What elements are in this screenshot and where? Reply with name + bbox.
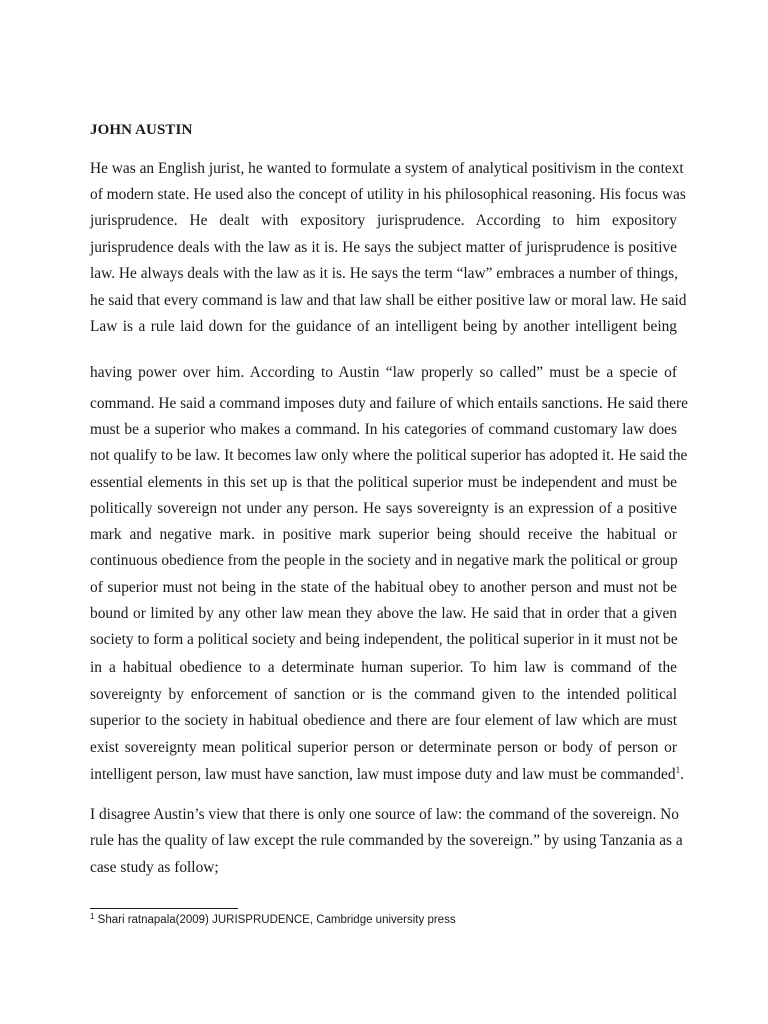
text-line: command. He said a command imposes duty and failure of which entails sanctions. He said there (90, 395, 688, 412)
text-line: rule has the quality of law except the rule commanded by the sovereign.” by using Tanzania as a (90, 832, 683, 849)
text-line: I disagree Austin’s view that there is only one source of law: the command of the sovereign. No (90, 806, 679, 823)
text-line: of modern state. He used also the concept of utility in his philosophical reasoning. His focus was (90, 186, 686, 203)
footnote (90, 914, 456, 926)
text-line: politically sovereign not under any person. He says sovereignty is an expression of a positive (90, 500, 677, 517)
footnote-marker: 1 (90, 912, 95, 921)
text-line: case study as follow; (90, 859, 219, 876)
text-line: essential elements in this set up is that the political superior must be independent and must be (90, 474, 677, 491)
text-line: not qualify to be law. It becomes law only where the political superior has adopted it. He said the (90, 447, 688, 464)
text-line-content: intelligent person, law must have sanction, law must impose duty and law must be commanded (90, 766, 676, 783)
text-line (90, 765, 684, 784)
text-line: he said that every command is law and that law shall be either positive law or moral law. He said (90, 292, 687, 309)
text-line: must be a superior who makes a command. In his categories of command customary law does (90, 421, 677, 438)
text-line: mark and negative mark. in positive mark superior being should receive the habitual or (90, 526, 677, 543)
text-line: exist sovereignty mean political superior person or determinate person or body of person or (90, 739, 677, 756)
footnote-reference[interactable]: 1 (675, 765, 681, 775)
text-line: of superior must not being in the state of the habitual obey to another person and must not be (90, 579, 677, 596)
text-line: He was an English jurist, he wanted to formulate a system of analytical positivism in the context (90, 160, 684, 177)
text-line: having power over him. According to Austin “law properly so called” must be a specie of (90, 364, 677, 381)
text-line: continuous obedience from the people in the society and in negative mark the political or group (90, 552, 678, 569)
section-heading: JOHN AUSTIN (90, 122, 193, 138)
footnote-text: Shari ratnapala(2009) JURISPRUDENCE, Cambridge university press (94, 914, 456, 926)
text-line: society to form a political society and being independent, the political superior in it must not be (90, 631, 678, 648)
text-line: law. He always deals with the law as it is. He says the term “law” embraces a number of things, (90, 265, 678, 282)
text-line: Law is a rule laid down for the guidance of an intelligent being by another intelligent being (90, 318, 677, 335)
text-line: in a habitual obedience to a determinate human superior. To him law is command of the (90, 659, 677, 676)
text-line: jurisprudence deals with the law as it is. He says the subject matter of jurisprudence is positive (90, 239, 677, 256)
text-line: sovereignty by enforcement of sanction or is the command given to the intended political (90, 686, 677, 703)
footnote-separator (90, 908, 238, 909)
text-line: jurisprudence. He dealt with expository jurisprudence. According to him expository (90, 212, 677, 229)
sentence-period: . (680, 766, 684, 783)
text-line: bound or limited by any other law mean they above the law. He said that in order that a given (90, 605, 677, 622)
text-line: superior to the society in habitual obedience and there are four element of law which are must (90, 712, 677, 729)
